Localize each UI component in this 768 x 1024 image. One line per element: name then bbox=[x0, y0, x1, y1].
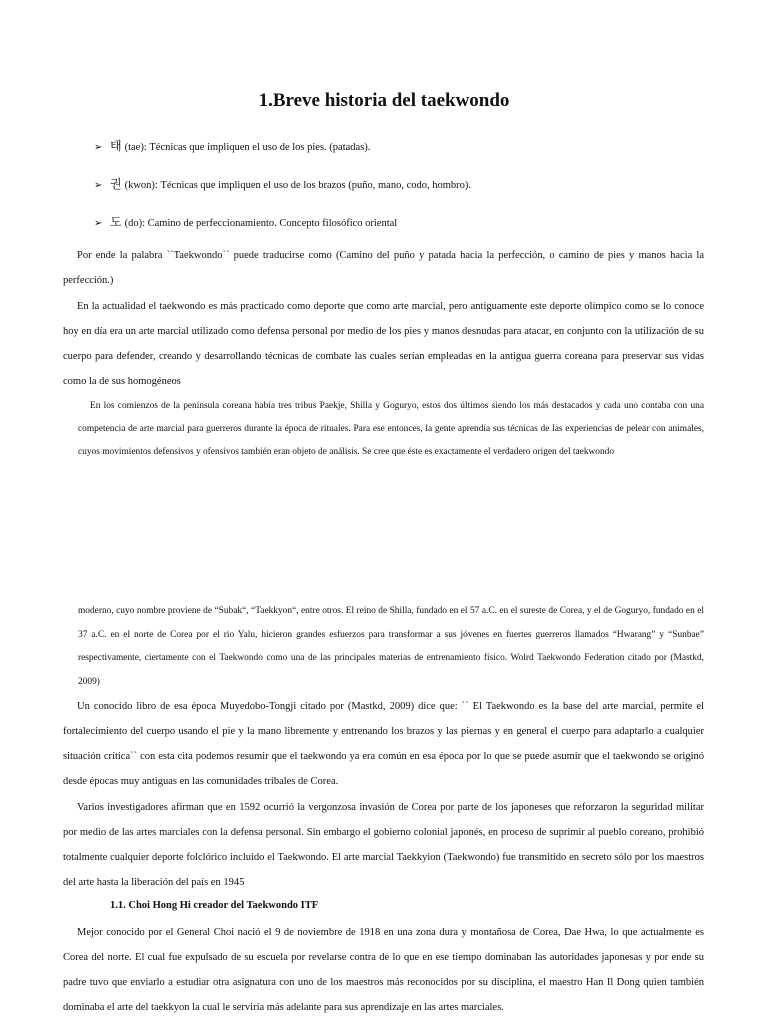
block-quote-2 bbox=[78, 600, 704, 694]
section-subtitle: 1.1. Choi Hong Hi creador del Taekwondo ITF bbox=[110, 900, 319, 911]
arrow-bullet-icon: ➢ bbox=[94, 180, 103, 191]
block-quote-1 bbox=[78, 395, 704, 464]
paragraph-5 bbox=[63, 920, 704, 1020]
paragraph-text: En la actualidad el taekwondo es más practicado como deporte que como arte marcial, pero antiguamente este deporte olímpico como se lo conoce hoy en día era un arte marcial utilizado como defensa personal por medio de los pies y manos desnudas para atacar, en conjunto con la utilización de su cuerpo para defender, creando y desarrollando técnicas de combate las cuales serían empleadas en la antigua guerra coreana para preservar sus vidas como la de sus homogéneos bbox=[63, 301, 704, 387]
paragraph-text: Por ende la palabra ``Taekwondo`` puede traducirse como (Camino del puño y patada hacia la perfección, o camino de pies y manos hacia la perfección.) bbox=[63, 250, 704, 286]
bullet-item-tae bbox=[94, 139, 370, 155]
bullet-text: (kwon): Técnicas que impliquen el uso de los brazos (puño, mano, codo, hombro). bbox=[124, 180, 472, 191]
bullet-text: (tae): Técnicas que impliquen el uso de los pies. (patadas). bbox=[124, 142, 371, 153]
bullet-item-kwon bbox=[94, 177, 471, 193]
hangul-glyph: 태 bbox=[110, 139, 122, 153]
quote-text: En los comienzos de la península coreana había tres tribus Paekje, Shilla y Goguryo, estos dos últimos siendo los más destacados y cada uno contaba con una competencia de arte marcial para guerreros durante la época de rituales. Para ese entonces, la gente aprendía sus técnicas de las experiencias de pelear con animales, cuyos movimientos defensivos y ofensivos también eran objeto de análisis. Se cree que éste es exactamente el verdadero origen del taekwondo bbox=[78, 401, 704, 457]
hangul-glyph: 도 bbox=[110, 215, 122, 229]
paragraph-2 bbox=[63, 294, 704, 394]
paragraph-3 bbox=[63, 694, 704, 794]
bullet-item-do bbox=[94, 215, 397, 231]
paragraph-text: Un conocido libro de esa época Muyedobo-Tongji citado por (Mastkd, 2009) dice que: `` El Taekwondo es la base del arte marcial, permite el fortalecimiento del cuerpo usando el pie y la mano libremente y entrenando los brazos y las piernas y en general el cuerpo para adaptarlo a cualquier situación crítica`` con esta cita podemos resumir que el taekwondo ya era común en esa época por lo que se puede asumir que el taekwondo se originó desde épocas muy antiguas en las comunidades tribales de Corea. bbox=[63, 701, 704, 787]
quote-text: moderno, cuyo nombre proviene de “Subak“, “Taekkyon“, entre otros. El reino de Shilla, fundado en el 57 a.C. en el sureste de Corea, y el de Goguryo, fundado en el 37 a.C. en el norte de Corea por el rio Yalu, hicieron grandes esfuerzos para transformar a sus jóvenes en fuertes guerreros llamados “Hwarang” y “Sunbae” respectivamente, ciertamente con el Taekwondo como una de las principales materias de entrenamiento físico. Wolrd Taekwondo Federation citado por (Mastkd, 2009) bbox=[78, 606, 704, 687]
page-title: 1.Breve historia del taekwondo bbox=[258, 90, 510, 111]
arrow-bullet-icon: ➢ bbox=[94, 218, 103, 229]
paragraph-4 bbox=[63, 795, 704, 895]
bullet-text: (do): Camino de perfeccionamiento. Concepto filosófico oriental bbox=[124, 218, 398, 229]
paragraph-text: Mejor conocido por el General Choi nació el 9 de noviembre de 1918 en una zona dura y montañosa de Corea, Dae Hwa, lo que actualmente es Corea del norte. El cual fue expulsado de su escuela por revelarse contra de lo que en ese tiempo dominaban las autoridades japonesas y por ende su padre tuvo que enviarlo a estudiar otra asignatura con uno de los maestros más reconocidos por su disciplina, el maestro Han Il Dong quien también dominaba el arte del taekkyon la cual le serviría más adelante para sus aprendizaje en las artes marciales. bbox=[63, 927, 704, 1013]
arrow-bullet-icon: ➢ bbox=[94, 142, 103, 153]
hangul-glyph: 권 bbox=[110, 177, 122, 191]
paragraph-text: Varios investigadores afirman que en 1592 ocurrió la vergonzosa invasión de Corea por parte de los japoneses que reforzaron la seguridad militar por medio de las artes marciales con la defensa personal. Sin embargo el gobierno colonial japonés, en proceso de suprimir al pueblo coreano, prohibió totalmente cualquier deporte folclórico incluido el Taekwondo. El arte marcial Taekkyion (Taekwondo) fue transmitido en secreto sólo por los maestros del arte hasta la liberación del país en 1945 bbox=[63, 802, 704, 888]
paragraph-1 bbox=[63, 243, 704, 293]
